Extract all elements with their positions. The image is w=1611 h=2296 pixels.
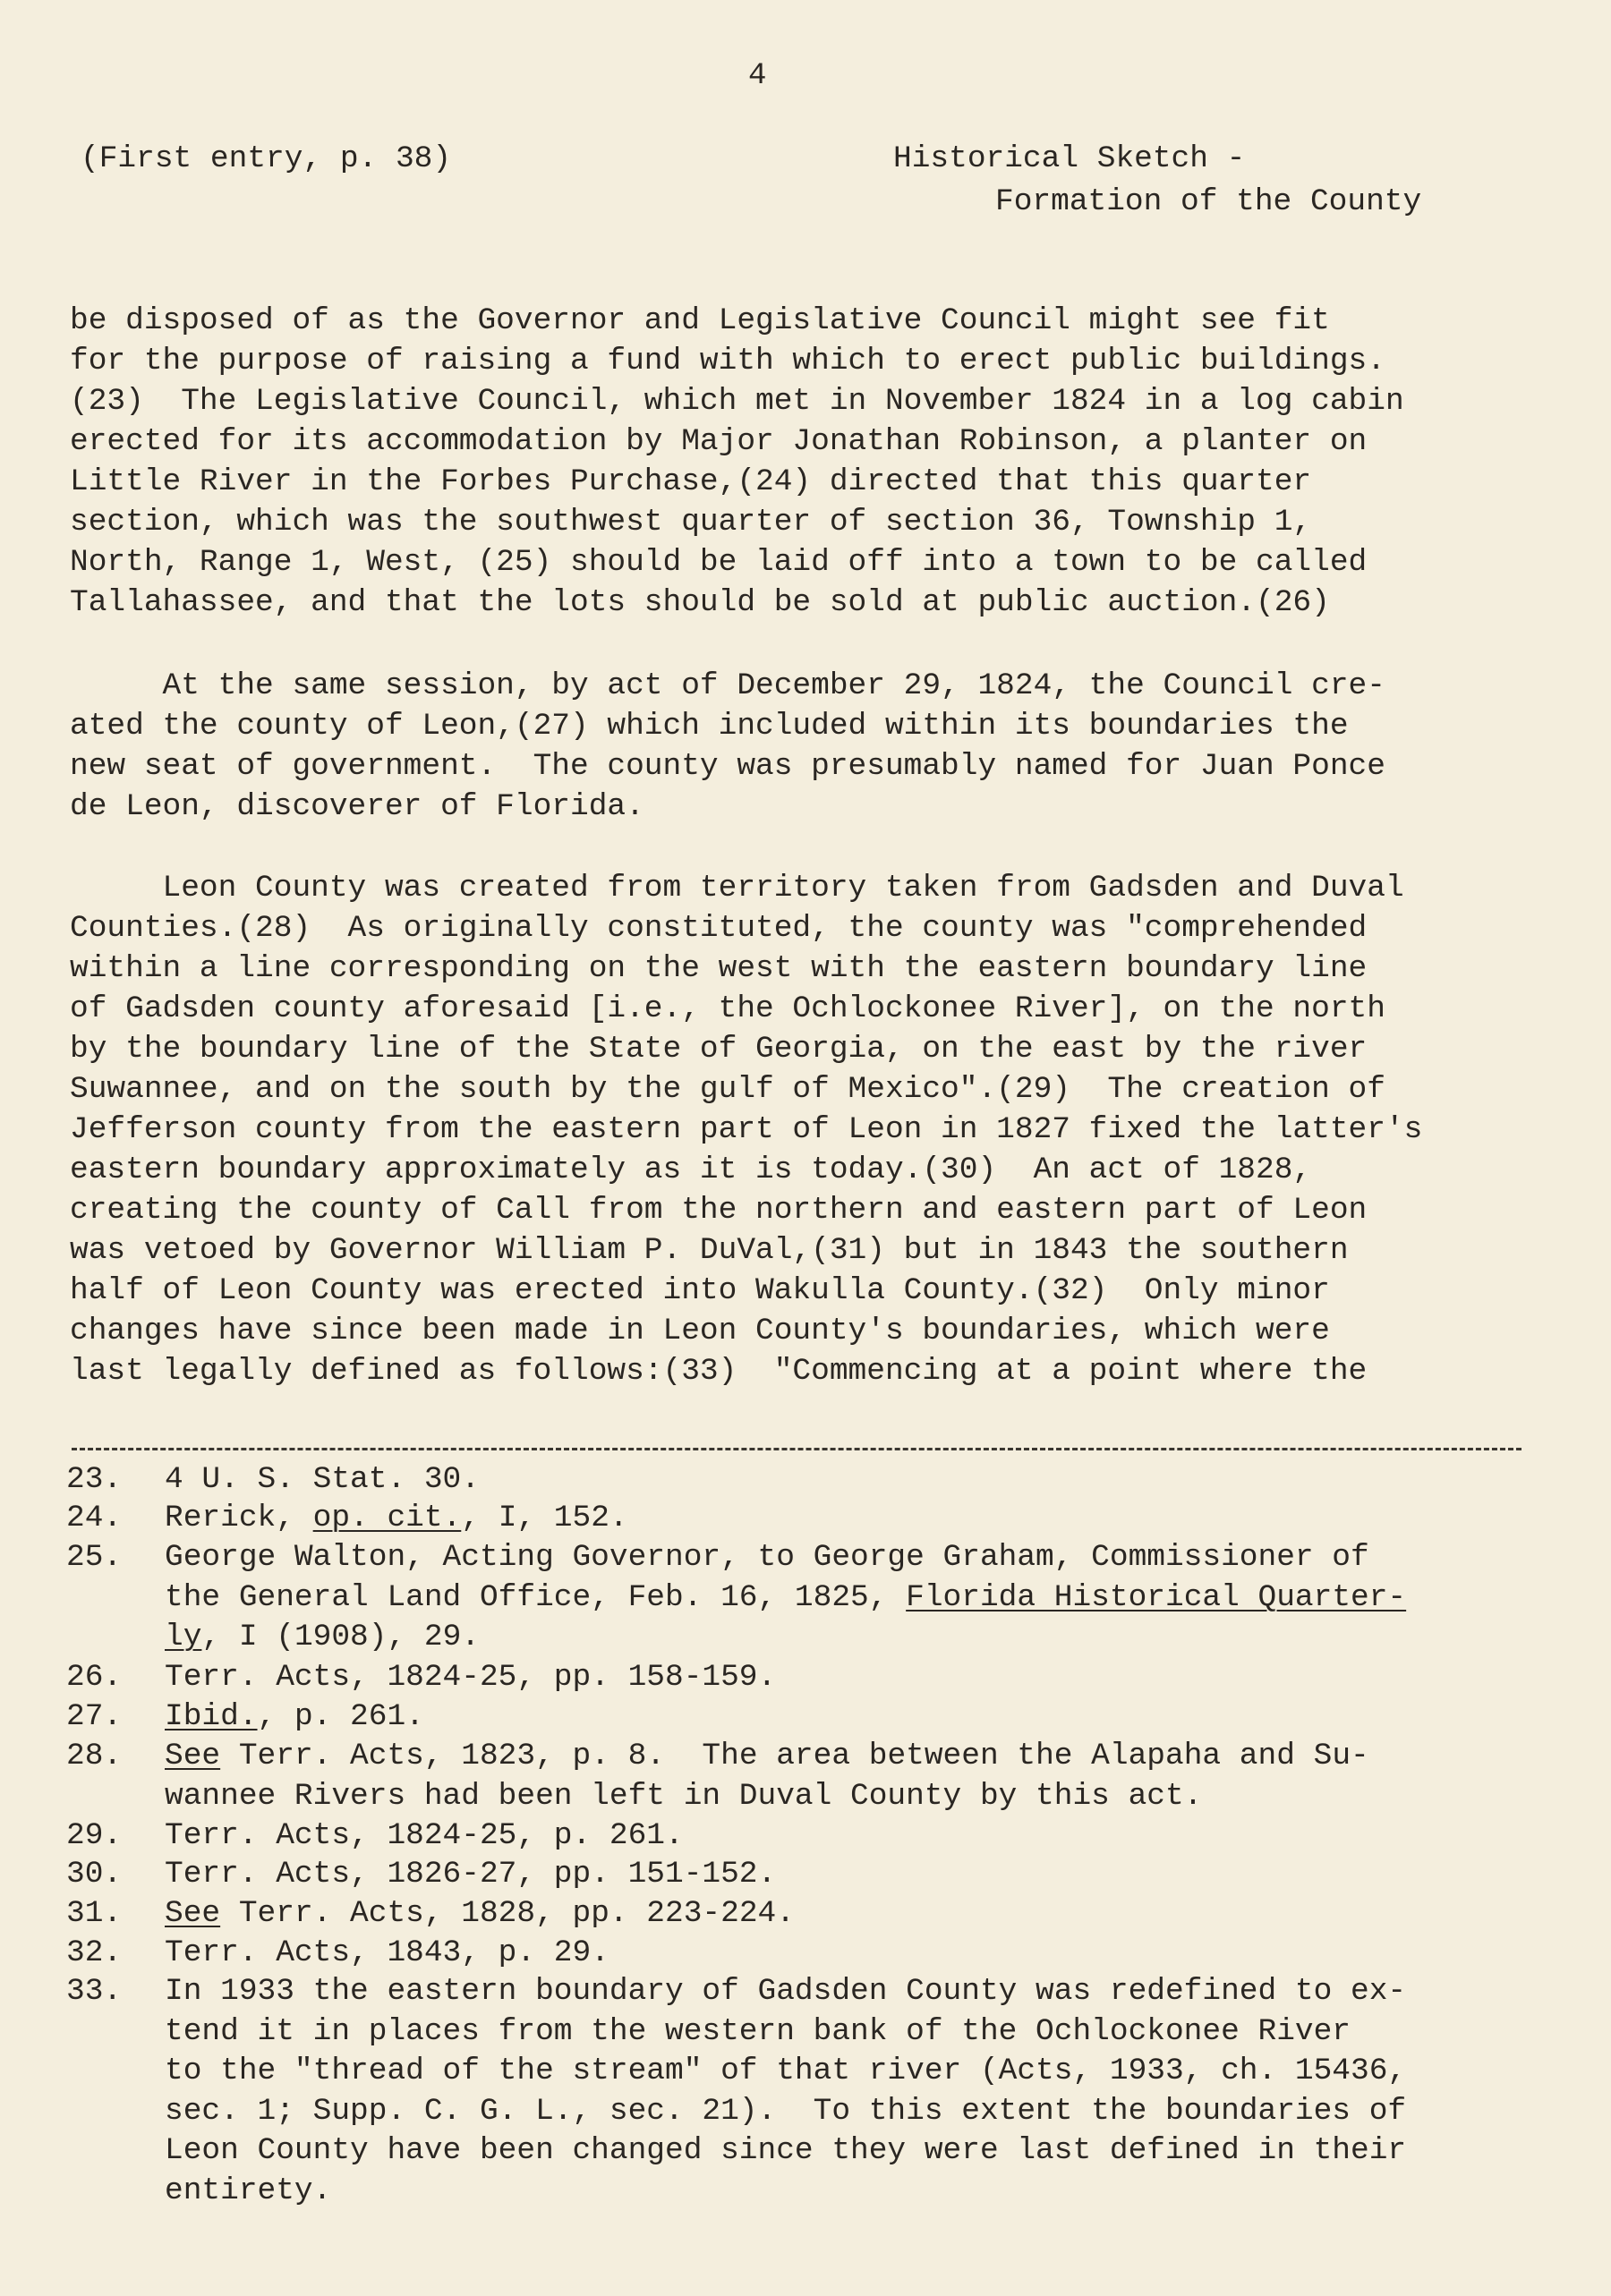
footnote-text: See: [165, 1739, 221, 1773]
footnote-text: Terr. Acts, 1843, p. 29.: [165, 1935, 609, 1970]
footnote-number: 27.: [66, 1699, 123, 1734]
body-paragraph-1: [70, 301, 1404, 623]
footnote-line: [165, 1737, 1369, 1777]
footnote-number: 31.: [66, 1896, 123, 1931]
text-line: de Leon, discoverer of Florida.: [70, 789, 644, 824]
footnote-number: 29.: [66, 1818, 123, 1853]
footnote-text: Florida Historical Quarter-: [906, 1579, 1407, 1615]
footnote-separator: [72, 1448, 1522, 1450]
text-line: of Gadsden county aforesaid [i.e., the Ochlockonee River], on the north: [70, 991, 1385, 1026]
text-line: within a line corresponding on the west with the eastern boundary line: [70, 951, 1368, 986]
footnote-line: [165, 1934, 609, 1974]
footnote-line: [165, 2052, 1406, 2092]
footnote-number: 30.: [66, 1857, 123, 1892]
text-line: Jefferson county from the eastern part of Leon in 1827 fixed the latter's: [70, 1112, 1423, 1147]
footnote-line: [165, 1816, 684, 1857]
footnote-number: 25.: [66, 1540, 123, 1575]
footnote-text: entirety.: [165, 2173, 332, 2208]
footnote-text: the General Land Office, Feb. 16, 1825,: [165, 1579, 907, 1615]
text-line: ated the county of Leon,(27) which included within its boundaries the: [70, 709, 1349, 744]
text-line: half of Leon County was erected into Wakulla County.(32) Only minor: [70, 1273, 1330, 1308]
text-line: by the boundary line of the State of Georgia, on the east by the river: [70, 1032, 1368, 1067]
footnote-line: [165, 1460, 480, 1501]
text-line: North, Range 1, West, (25) should be laid off into a town to be called: [70, 545, 1368, 580]
text-line: erected for its accommodation by Major Jonathan Robinson, a planter on: [70, 424, 1368, 459]
footnote-text: In 1933 the eastern boundary of Gadsden County was redefined to ex-: [165, 1974, 1407, 2009]
text-line: Little River in the Forbes Purchase,(24) directed that this quarter: [70, 464, 1312, 499]
text-line: be disposed of as the Governor and Legislative Council might see fit: [70, 303, 1330, 338]
footnote-line: [165, 1658, 776, 1698]
text-line: Tallahassee, and that the lots should be sold at public auction.(26): [70, 585, 1330, 620]
footnote-number: 26.: [66, 1660, 123, 1695]
footnote-text: wannee Rivers had been left in Duval County by this act.: [165, 1778, 1203, 1814]
footnote-text: Ibid.: [165, 1699, 258, 1734]
text-line: Suwannee, and on the south by the gulf of Mexico".(29) The creation of: [70, 1072, 1385, 1107]
section-title-line-1: Historical Sketch -: [893, 141, 1246, 176]
footnote-text: , I (1908), 29.: [201, 1620, 480, 1654]
section-title-line-2: Formation of the County: [995, 184, 1422, 219]
text-line: new seat of government. The county was presumably named for Juan Ponce: [70, 749, 1385, 784]
footnote-text: Terr. Acts, 1828, pp. 223-224.: [220, 1896, 795, 1931]
text-line: was vetoed by Governor William P. DuVal,(31) but in 1843 the southern: [70, 1233, 1349, 1268]
footnote-line: [165, 2092, 1406, 2132]
footnote-text: Terr. Acts, 1824-25, p. 261.: [165, 1818, 684, 1853]
footnote-text: 4 U. S. Stat. 30.: [165, 1462, 480, 1497]
page-number: 4: [748, 59, 767, 93]
footnote-number: 28.: [66, 1739, 123, 1773]
footnote-text: , I, 152.: [461, 1501, 628, 1535]
footnote-text: ly: [165, 1620, 202, 1654]
text-line: (23) The Legislative Council, which met in November 1824 in a log cabin: [70, 384, 1404, 419]
footnote-line: [165, 1578, 1406, 1619]
text-line: for the purpose of raising a fund with which to erect public buildings.: [70, 344, 1385, 378]
text-line: last legally defined as follows:(33) "Commencing at a point where the: [70, 1354, 1368, 1389]
footnote-text: Terr. Acts, 1823, p. 8. The area between the Alapaha and Su-: [220, 1739, 1369, 1773]
footnote-text: George Walton, Acting Governor, to George Graham, Commissioner of: [165, 1540, 1369, 1575]
footnote-line: [165, 1618, 1406, 1658]
text-line: At the same session, by act of December 29, 1824, the Council cre-: [70, 668, 1385, 703]
footnote-text: tend it in places from the western bank of the Ochlockonee River: [165, 2013, 1351, 2049]
footnote-text: Terr. Acts, 1824-25, pp. 158-159.: [165, 1660, 777, 1695]
footnote-line: [165, 2012, 1406, 2053]
footnote-line: [165, 1894, 795, 1935]
footnote-line: [165, 1499, 628, 1539]
entry-reference: (First entry, p. 38): [81, 141, 452, 176]
footnote-number: 24.: [66, 1501, 123, 1535]
footnote-line: [165, 1777, 1369, 1817]
footnote-text: Terr. Acts, 1826-27, pp. 151-152.: [165, 1857, 777, 1892]
text-line: creating the county of Call from the northern and eastern part of Leon: [70, 1193, 1368, 1228]
footnote-line: [165, 1538, 1406, 1578]
footnote-text: Leon County have been changed since they were last defined in their: [165, 2133, 1407, 2168]
text-line: eastern boundary approximately as it is today.(30) An act of 1828,: [70, 1152, 1312, 1187]
footnote-line: [165, 1855, 776, 1895]
body-paragraph-2: [70, 666, 1385, 827]
footnote-number: 32.: [66, 1935, 123, 1970]
text-line: Counties.(28) As originally constituted, the county was "comprehended: [70, 911, 1368, 946]
footnote-line: [165, 2172, 1406, 2212]
footnote-line: [165, 1972, 1406, 2012]
footnote-text: to the "thread of the stream" of that river (Acts, 1933, ch. 15436,: [165, 2054, 1407, 2088]
footnote-line: [165, 2131, 1406, 2172]
footnote-text: Rerick,: [165, 1501, 313, 1535]
text-line: section, which was the southwest quarter of section 36, Township 1,: [70, 505, 1312, 540]
footnote-text: op. cit.: [312, 1501, 462, 1535]
footnote-line: [165, 1697, 424, 1738]
text-line: changes have since been made in Leon County's boundaries, which were: [70, 1314, 1330, 1348]
footnote-number: 33.: [66, 1974, 123, 2009]
footnote-number: 23.: [66, 1462, 123, 1497]
body-paragraph-3: [70, 868, 1422, 1391]
footnote-text: See: [165, 1896, 221, 1931]
text-line: Leon County was created from territory taken from Gadsden and Duval: [70, 871, 1404, 906]
footnote-text: , p. 261.: [257, 1699, 424, 1734]
footnote-text: sec. 1; Supp. C. G. L., sec. 21). To this extent the boundaries of: [165, 2093, 1407, 2129]
